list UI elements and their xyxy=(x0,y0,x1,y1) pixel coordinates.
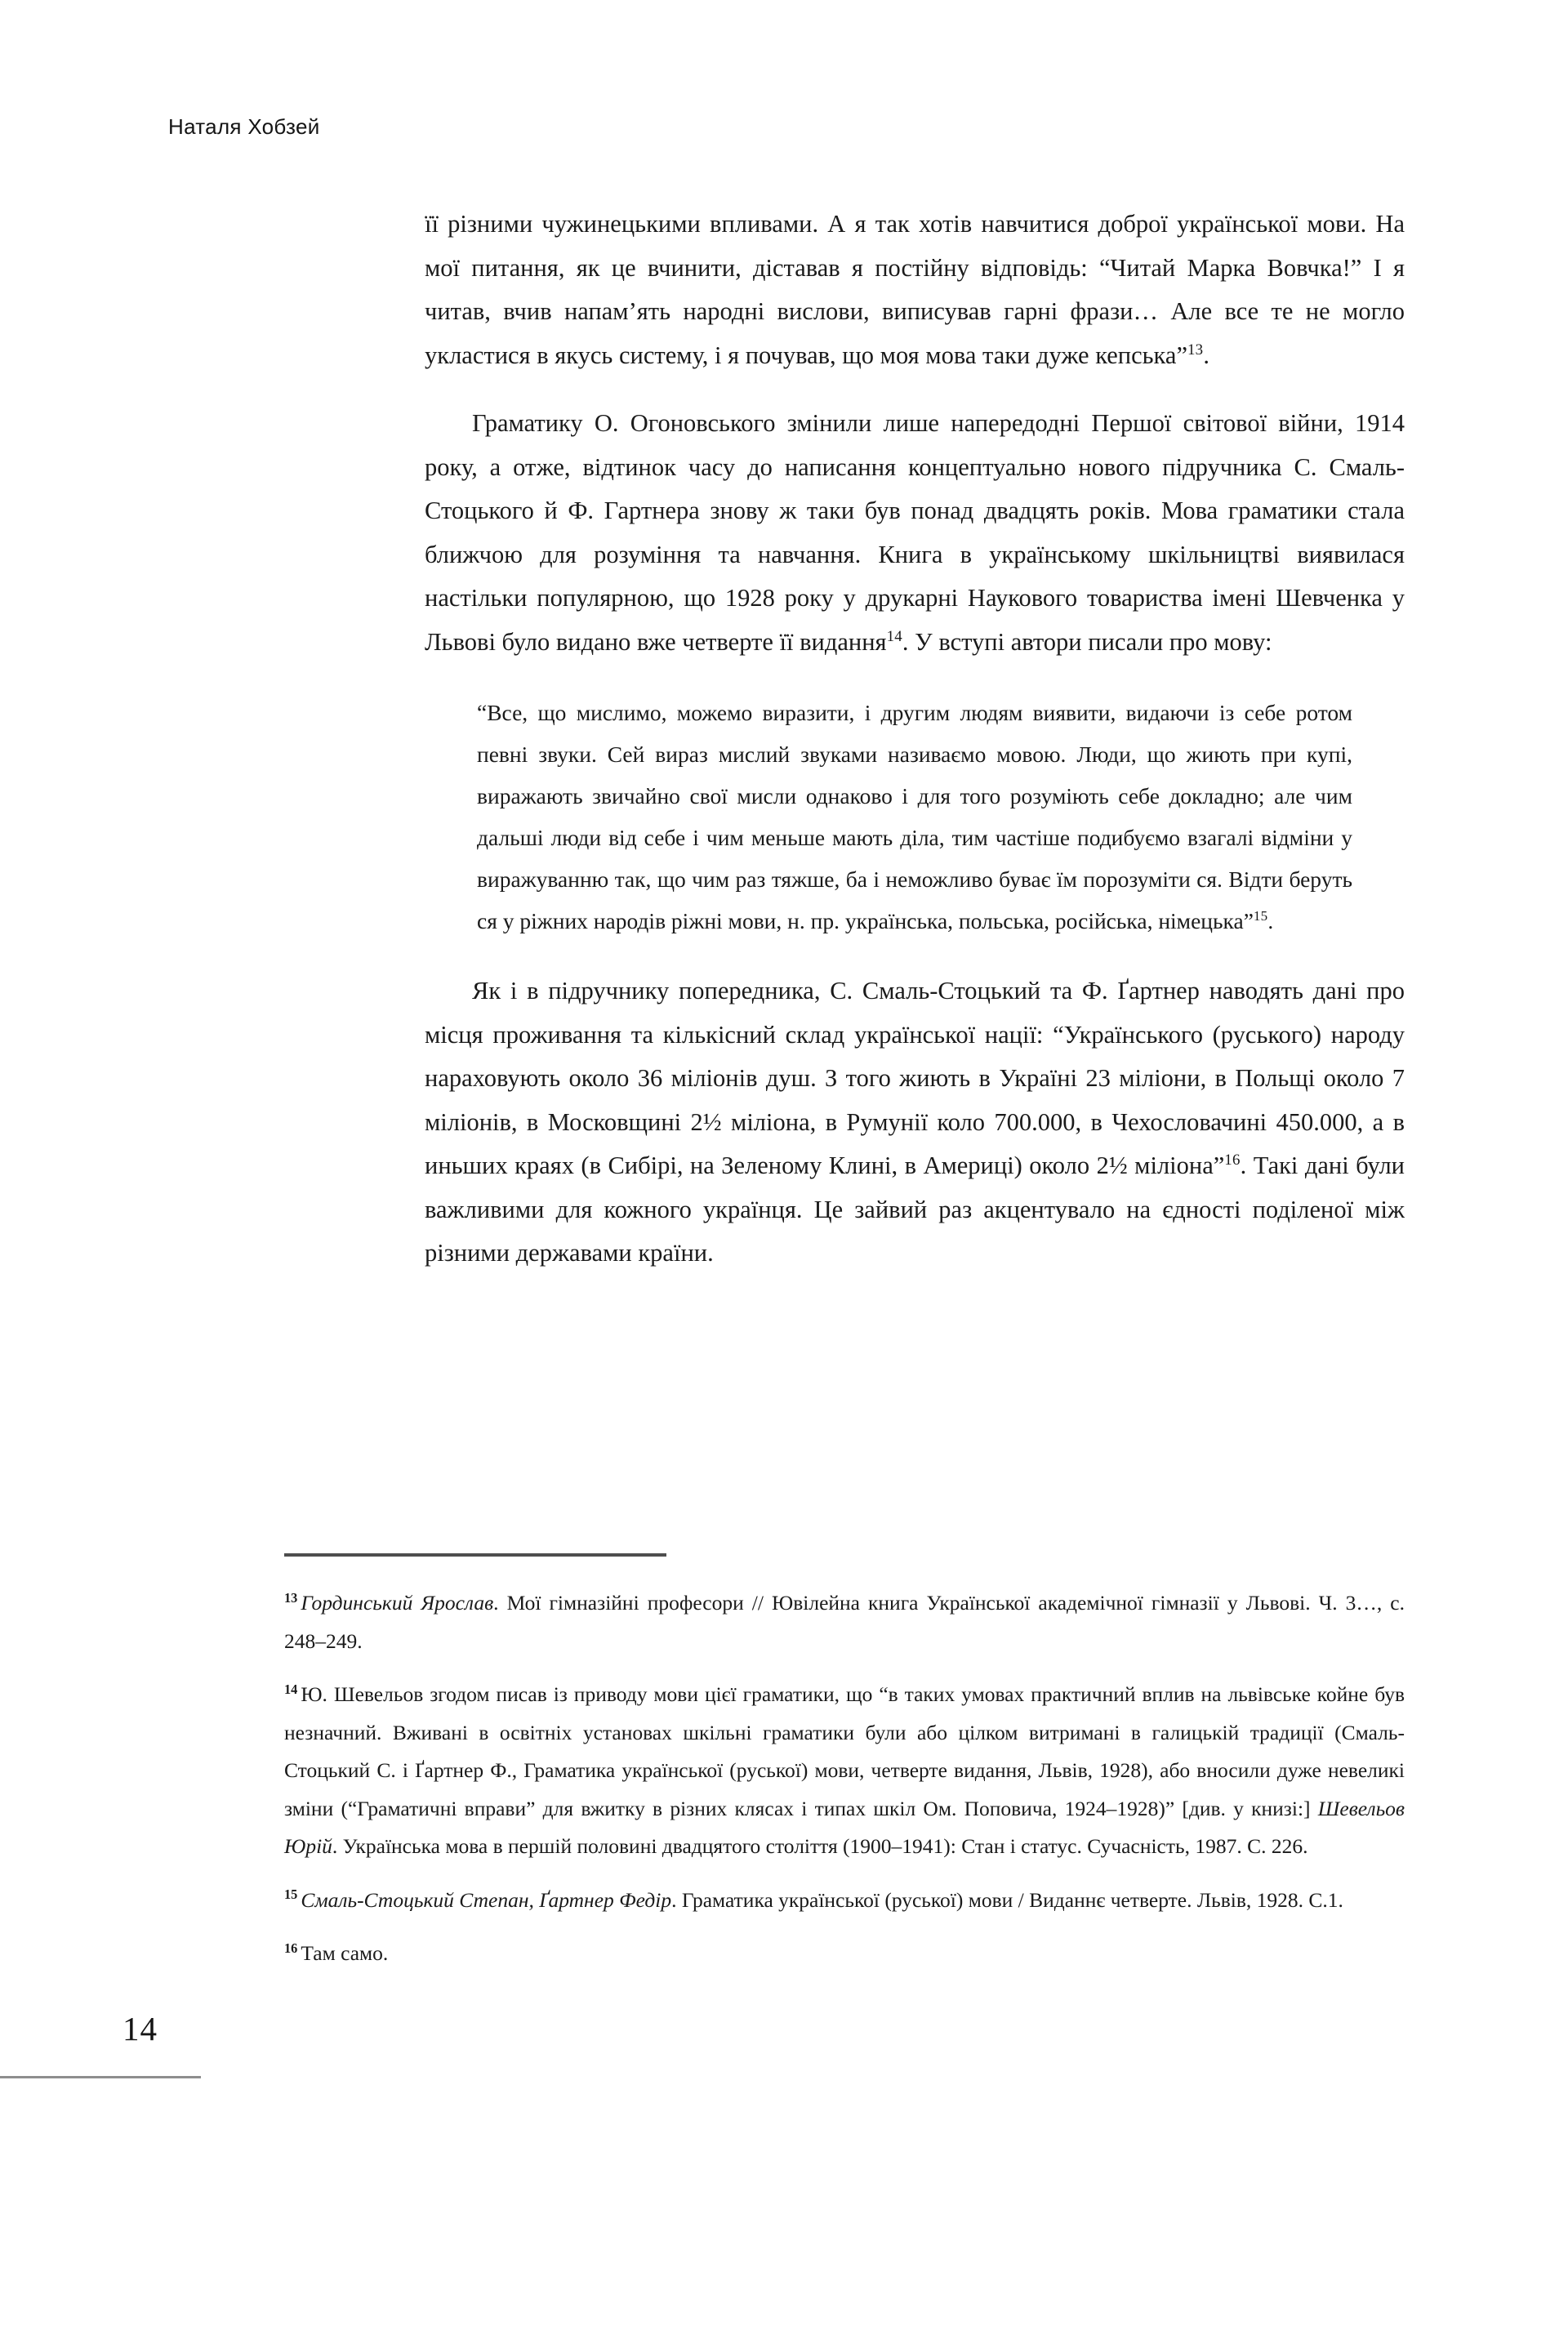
footnote-13-text: . Мої гімназійні професори // Ювілейна книга Української академічної гімназії у Львові. Ч. 3…, с. 248–249. xyxy=(284,1591,1405,1653)
footnote-13-author: Гординський Ярослав xyxy=(301,1591,494,1615)
page-number: 14 xyxy=(122,2010,158,2047)
footnote-ref-13[interactable]: 13 xyxy=(1187,341,1204,359)
paragraph-2-text-b: . У вступі автори писали про мову: xyxy=(902,627,1272,656)
quote-text-b: . xyxy=(1267,908,1274,933)
body-paragraph-2 xyxy=(425,402,1405,664)
footnote-section xyxy=(284,1553,1405,1973)
footnote-15-text: . Граматика української (руської) мови / Виданнє четверте. Львів, 1928. С.1. xyxy=(671,1887,1343,1912)
footnote-13 xyxy=(284,1584,1405,1660)
footnote-ref-14[interactable]: 14 xyxy=(886,627,902,645)
body-paragraph-3 xyxy=(425,969,1405,1276)
paragraph-3-text-b: . Такі дані були важливими для кожного українця. Це зайвий раз акцентувало на єдності поділеної між різними державами країни. xyxy=(425,1152,1405,1267)
footnote-15-author: Смаль-Стоцький Степан, Ґартнер Федір xyxy=(301,1887,672,1912)
paragraph-1-text: її різними чужинецькими впливами. А я так хотів навчитися доброї української мови. На мої питання, як це вчинити, діставав я постійну відповідь: “Читай Марка Вовчка!” І я читав, вчив напам’ять народні вислови, виписував гарні фрази… Але все те не могло укластися в якусь систему, і я почував, що моя мова таки дуже кепська” xyxy=(425,210,1405,369)
footnote-16-number: 16 xyxy=(284,1940,298,1956)
footnote-15-number: 15 xyxy=(284,1886,298,1902)
block-quote-text xyxy=(477,692,1352,942)
paragraph-1-tail: . xyxy=(1203,341,1209,369)
footnote-16-text: Там само. xyxy=(301,1941,389,1965)
footnote-ref-15[interactable]: 15 xyxy=(1253,907,1268,924)
footnote-13-number: 13 xyxy=(284,1589,298,1606)
folio-rule xyxy=(0,2076,201,2078)
text-column xyxy=(425,203,1405,1276)
footnote-15 xyxy=(284,1882,1405,1920)
footnote-ref-16[interactable]: 16 xyxy=(1224,1151,1241,1169)
footnote-14-text-a: Ю. Шевельов згодом писав із приводу мови цієї граматики, що “в таких умовах практичний вплив на львівське койне був незначний. Вживані в освітніх установах шкільні граматики були або цілком витримані в галицькій традиції (Смаль-Стоцький С. і Ґартнер Ф., Граматика української (руської) мови, четверте видання, Львів, 1928), або вносили дуже невеликі зміни (“Граматичні вправи” для вжитку в різних клясах і типах шкіл Ом. Поповича, 1924–1928)” [див. у книзі:] xyxy=(284,1682,1405,1820)
running-head: Наталя Хобзей xyxy=(168,114,320,139)
footnote-14-number: 14 xyxy=(284,1681,298,1697)
footnote-14 xyxy=(284,1676,1405,1866)
quote-text-a: “Все, що мислимо, можемо виразити, і другим людям виявити, видаючи із себе ротом певні звуки. Сей вираз мислий звуками називаємо мовою. Люди, що жиють при купі, виражають звичайно свої мисли однаково і для того розуміють себе докладно; але чим дальші люди від себе і чим меньше мають діла, тим частіше подибуємо взагалі відміни у виражуванню так, що чим раз тяжше, ба і неможливо буває їм порозуміти ся. Відти беруть ся у ріжних народів ріжні мови, н. пр. українська, польська, російська, німецька” xyxy=(477,700,1352,933)
footnote-separator-rule xyxy=(284,1553,666,1557)
footnote-14-author: Шевельов Юрій xyxy=(284,1796,1405,1858)
paragraph-3-text-a: Як і в підручнику попередника, С. Смаль-Стоцький та Ф. Ґартнер наводять дані про місця проживання та кількісний склад української нації: “Українського (руського) народу нараховують около 36 міліонів душ. З того жиють в Україні 23 міліони, в Польщі около 7 міліонів, в Московщині 2½ міліона, в Румунії коло 700.000, в Чехословачині 450.000, а в иньших краях (в Сибірі, на Зеленому Клині, в Америці) около 2½ міліона” xyxy=(425,977,1405,1179)
block-quote xyxy=(425,692,1352,942)
body-paragraph-1 xyxy=(425,203,1405,377)
paragraph-2-text-a: Граматику О. Огоновського змінили лише напередодні Першої світової війни, 1914 року, а отже, відтинок часу до написання концептуально нового підручника С. Смаль-Стоцького й Ф. Гартнера знову ж таки був понад двадцять років. Мова граматики стала ближчою для розуміння та навчання. Книга в українському шкільництві виявилася настільки популярною, що 1928 року у друкарні Наукового товариства імені Шевченка у Львові було видано вже четверте її видання xyxy=(425,409,1405,656)
footnote-14-text-b: . Українська мова в першій половині двадцятого століття (1900–1941): Стан і статус. Сучасність, 1987. С. 226. xyxy=(332,1834,1308,1858)
footnote-16 xyxy=(284,1935,1405,1973)
